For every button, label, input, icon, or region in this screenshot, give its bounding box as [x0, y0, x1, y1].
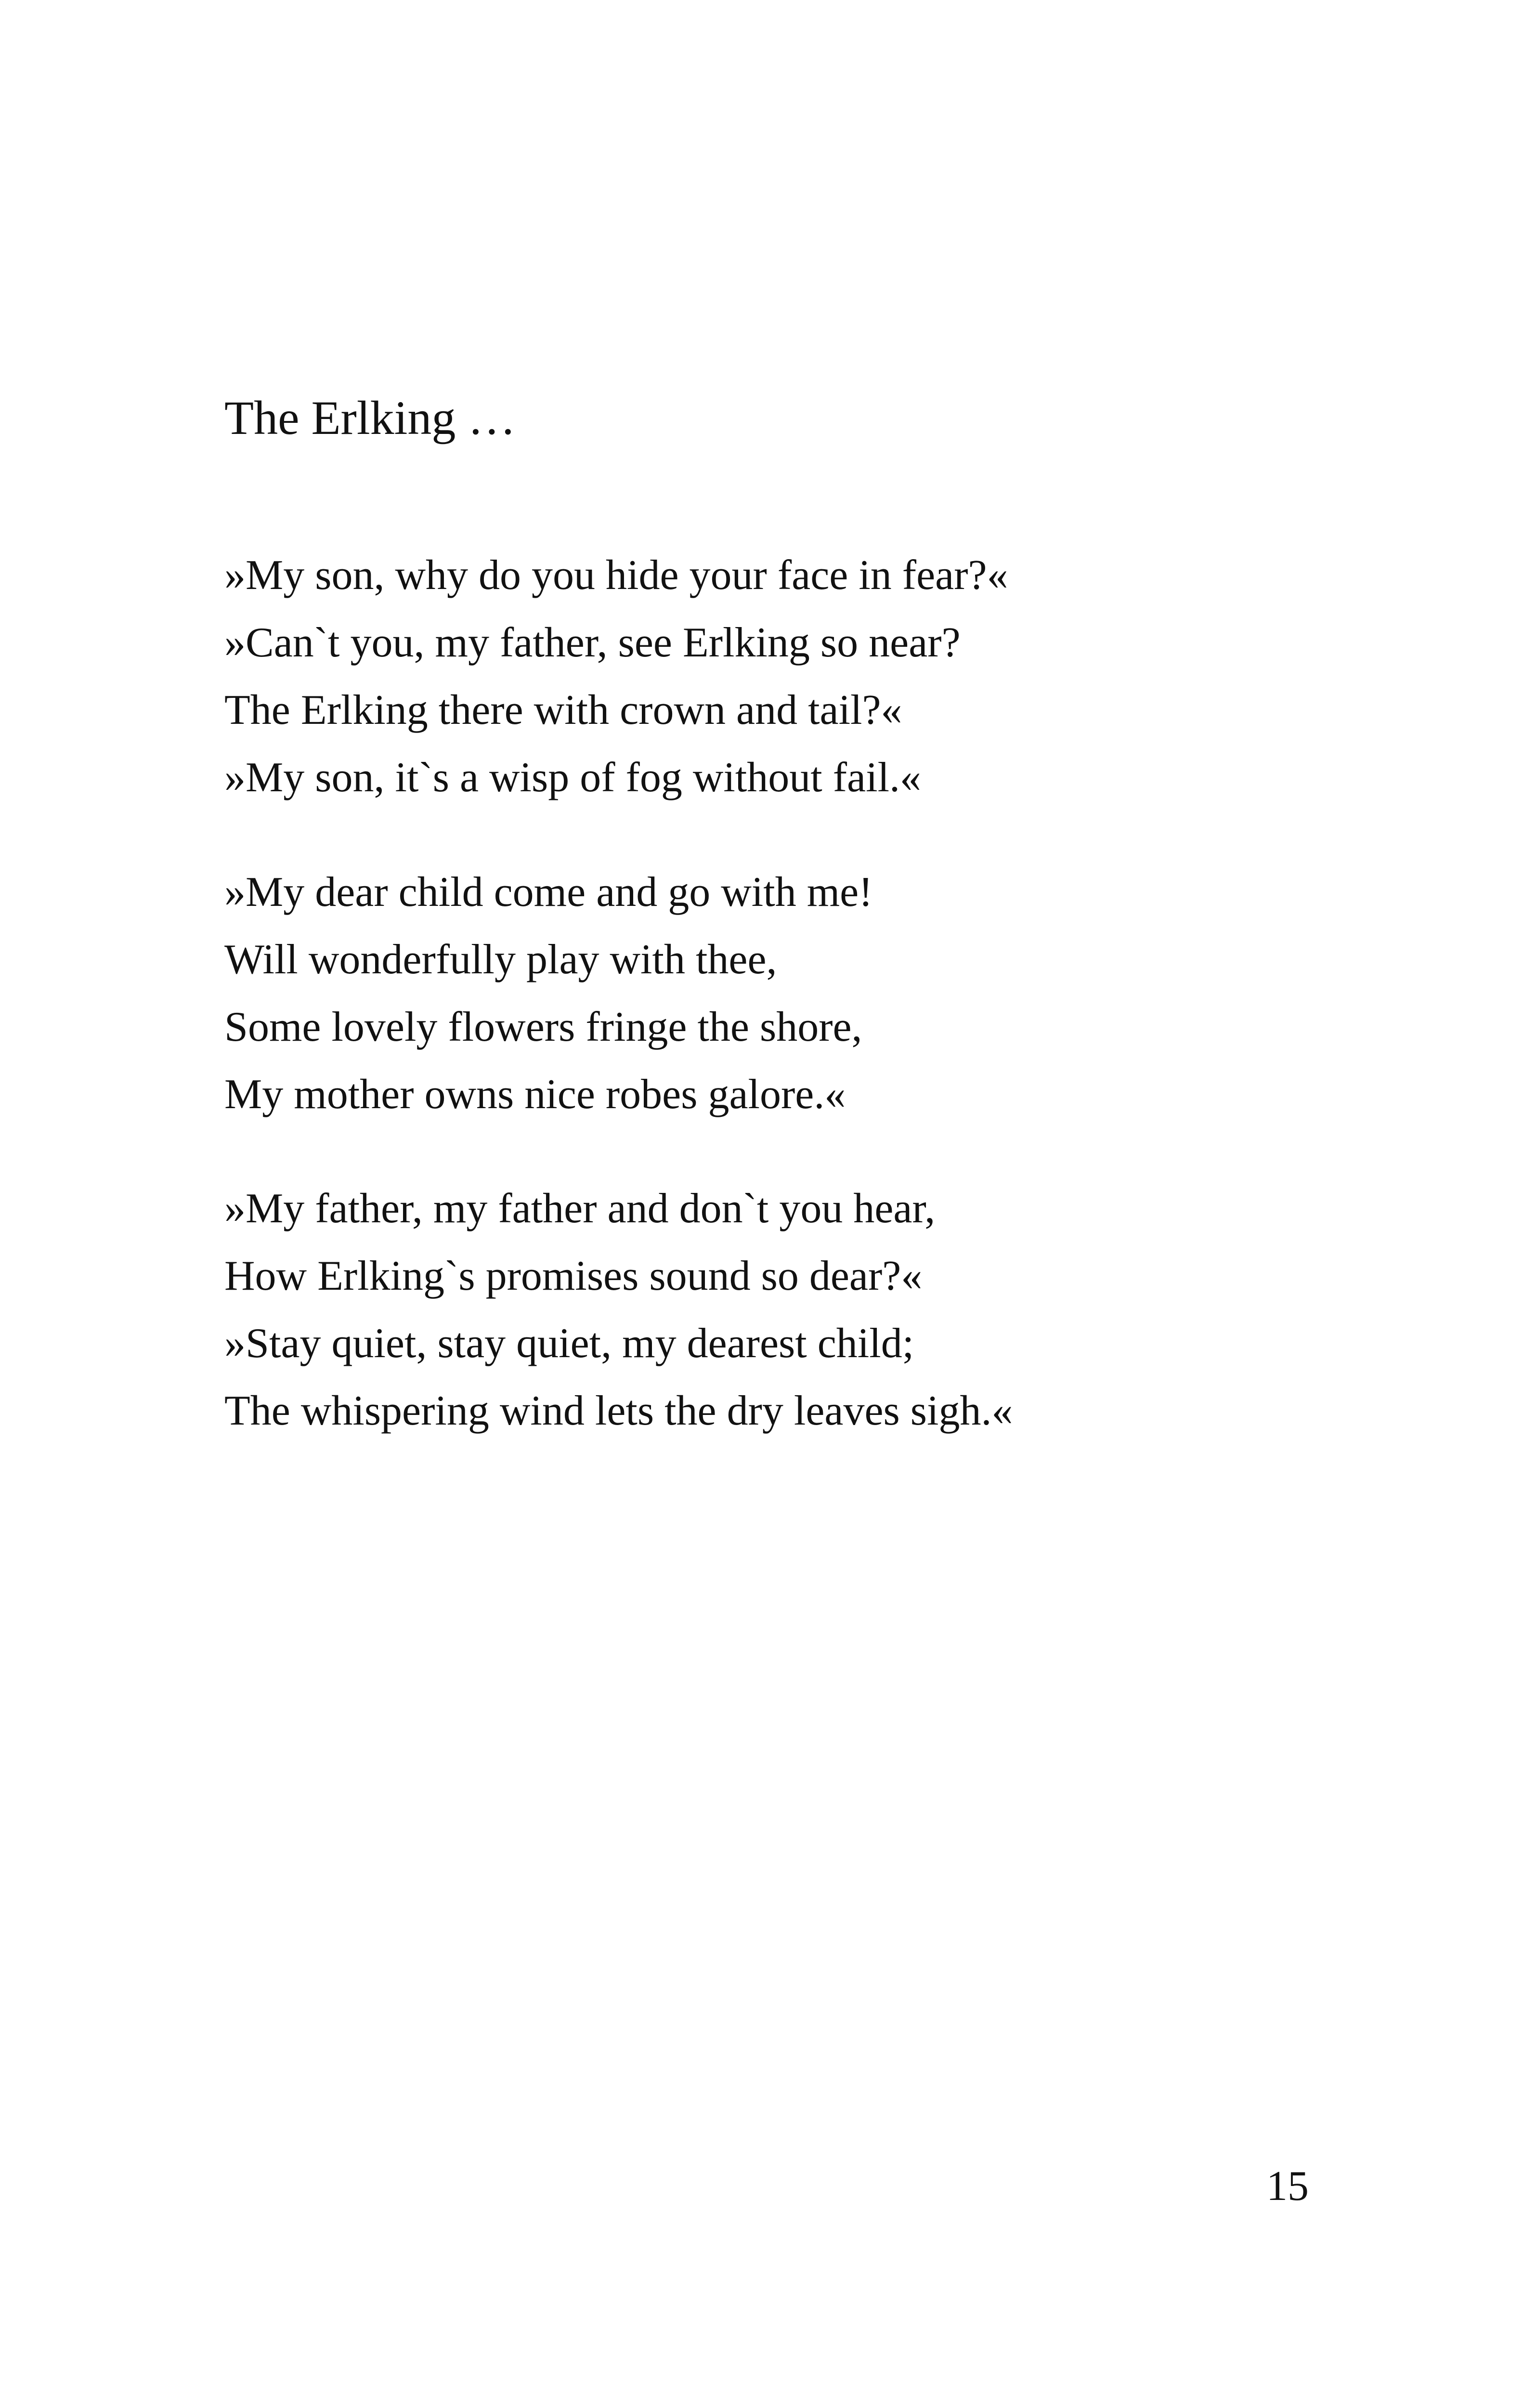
- poem-line: »Can`t you, my father, see Erlking so near?: [224, 619, 961, 666]
- poem-line: Will wonderfully play with thee,: [224, 936, 777, 983]
- stanza-1: [224, 542, 1008, 811]
- poem-line: »My son, why do you hide your face in fear?«: [224, 552, 1008, 599]
- poem-line: The whispering wind lets the dry leaves sigh.«: [224, 1387, 1013, 1434]
- poem-line: Some lovely flowers fringe the shore,: [224, 1004, 862, 1050]
- poem-line: »Stay quiet, stay quiet, my dearest child;: [224, 1320, 914, 1367]
- poem-line: How Erlking`s promises sound so dear?«: [224, 1253, 923, 1299]
- stanza-3: [224, 1175, 1013, 1445]
- poem-line: My mother owns nice robes galore.«: [224, 1071, 846, 1118]
- poem-line: »My son, it`s a wisp of fog without fail.«: [224, 754, 922, 801]
- poem-line: »My dear child come and go with me!: [224, 869, 873, 916]
- page-number: 15: [1266, 2163, 1309, 2210]
- poem-line: The Erlking there with crown and tail?«: [224, 687, 902, 733]
- poem-title: The Erlking …: [224, 391, 516, 445]
- poem-line: »My father, my father and don`t you hear,: [224, 1185, 936, 1232]
- stanza-2: [224, 859, 873, 1128]
